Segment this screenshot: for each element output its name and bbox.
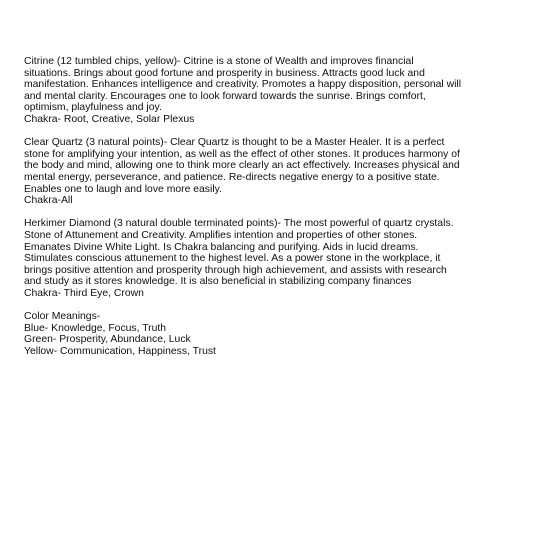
citrine-text-line: optimism, playfulness and joy. — [24, 102, 162, 114]
color-meanings-heading: Color Meanings- — [24, 311, 101, 323]
clear-quartz-text-line: mental energy, perseverance, and patience. Re-directs negative energy to a positive state. — [24, 171, 440, 183]
document-body — [24, 56, 524, 369]
citrine-text-line: and mental clarity. Encourages one to look forward towards the sunrise. Brings comfort, — [24, 90, 426, 102]
herkimer-text-line: brings positive attention and prosperity through high achievement, and assists with research — [24, 264, 447, 276]
herkimer-text-line: Stimulates conscious attunement to the highest level. As a power stone in the workplace, it — [24, 253, 441, 265]
clear-quartz-chakra-line: Chakra-All — [24, 195, 73, 207]
color-meaning-yellow: Yellow- Communication, Happiness, Trust — [24, 345, 216, 357]
clear-quartz-section — [24, 137, 524, 207]
citrine-text-line: situations. Brings about good fortune and prosperity in business. Attracts good luck and — [24, 67, 425, 79]
citrine-text-line: manifestation. Enhances intelligence and creativity. Promotes a happy disposition, personal will — [24, 79, 462, 91]
citrine-section — [24, 56, 524, 126]
herkimer-text-line: and study as it stores knowledge. It is also beneficial in stabilizing company finances — [24, 276, 412, 288]
clear-quartz-text-line: Enables one to laugh and love more easily. — [24, 183, 222, 195]
clear-quartz-text-line: the body and mind, allowing one to think more clearly an act effectively. Increases physical and — [24, 160, 460, 172]
clear-quartz-text-line: Clear Quartz (3 natural points)- Clear Quartz is thought to be a Master Healer. It is a perfect — [24, 137, 445, 149]
citrine-chakra-line: Chakra- Root, Creative, Solar Plexus — [24, 113, 195, 125]
herkimer-text-line: Emanates Divine White Light. Is Chakra balancing and purifying. Aids in lucid dreams. — [24, 241, 419, 253]
color-meaning-blue: Blue- Knowledge, Focus, Truth — [24, 322, 167, 334]
herkimer-text-line: Stone of Attunement and Creativity. Amplifies intention and properties of other stones. — [24, 229, 418, 241]
herkimer-diamond-section — [24, 218, 524, 299]
citrine-text-line: Citrine (12 tumbled chips, yellow)- Citrine is a stone of Wealth and improves financial — [24, 56, 414, 67]
color-meanings-section — [24, 311, 524, 357]
herkimer-chakra-line: Chakra- Third Eye, Crown — [24, 287, 144, 299]
herkimer-text-line: Herkimer Diamond (3 natural double terminated points)- The most powerful of quartz crystals. — [24, 218, 454, 230]
color-meaning-green: Green- Prosperity, Abundance, Luck — [24, 334, 191, 346]
clear-quartz-text-line: stone for amplifying your intention, as well as the effect of other stones. It produces harmony of — [24, 148, 460, 160]
